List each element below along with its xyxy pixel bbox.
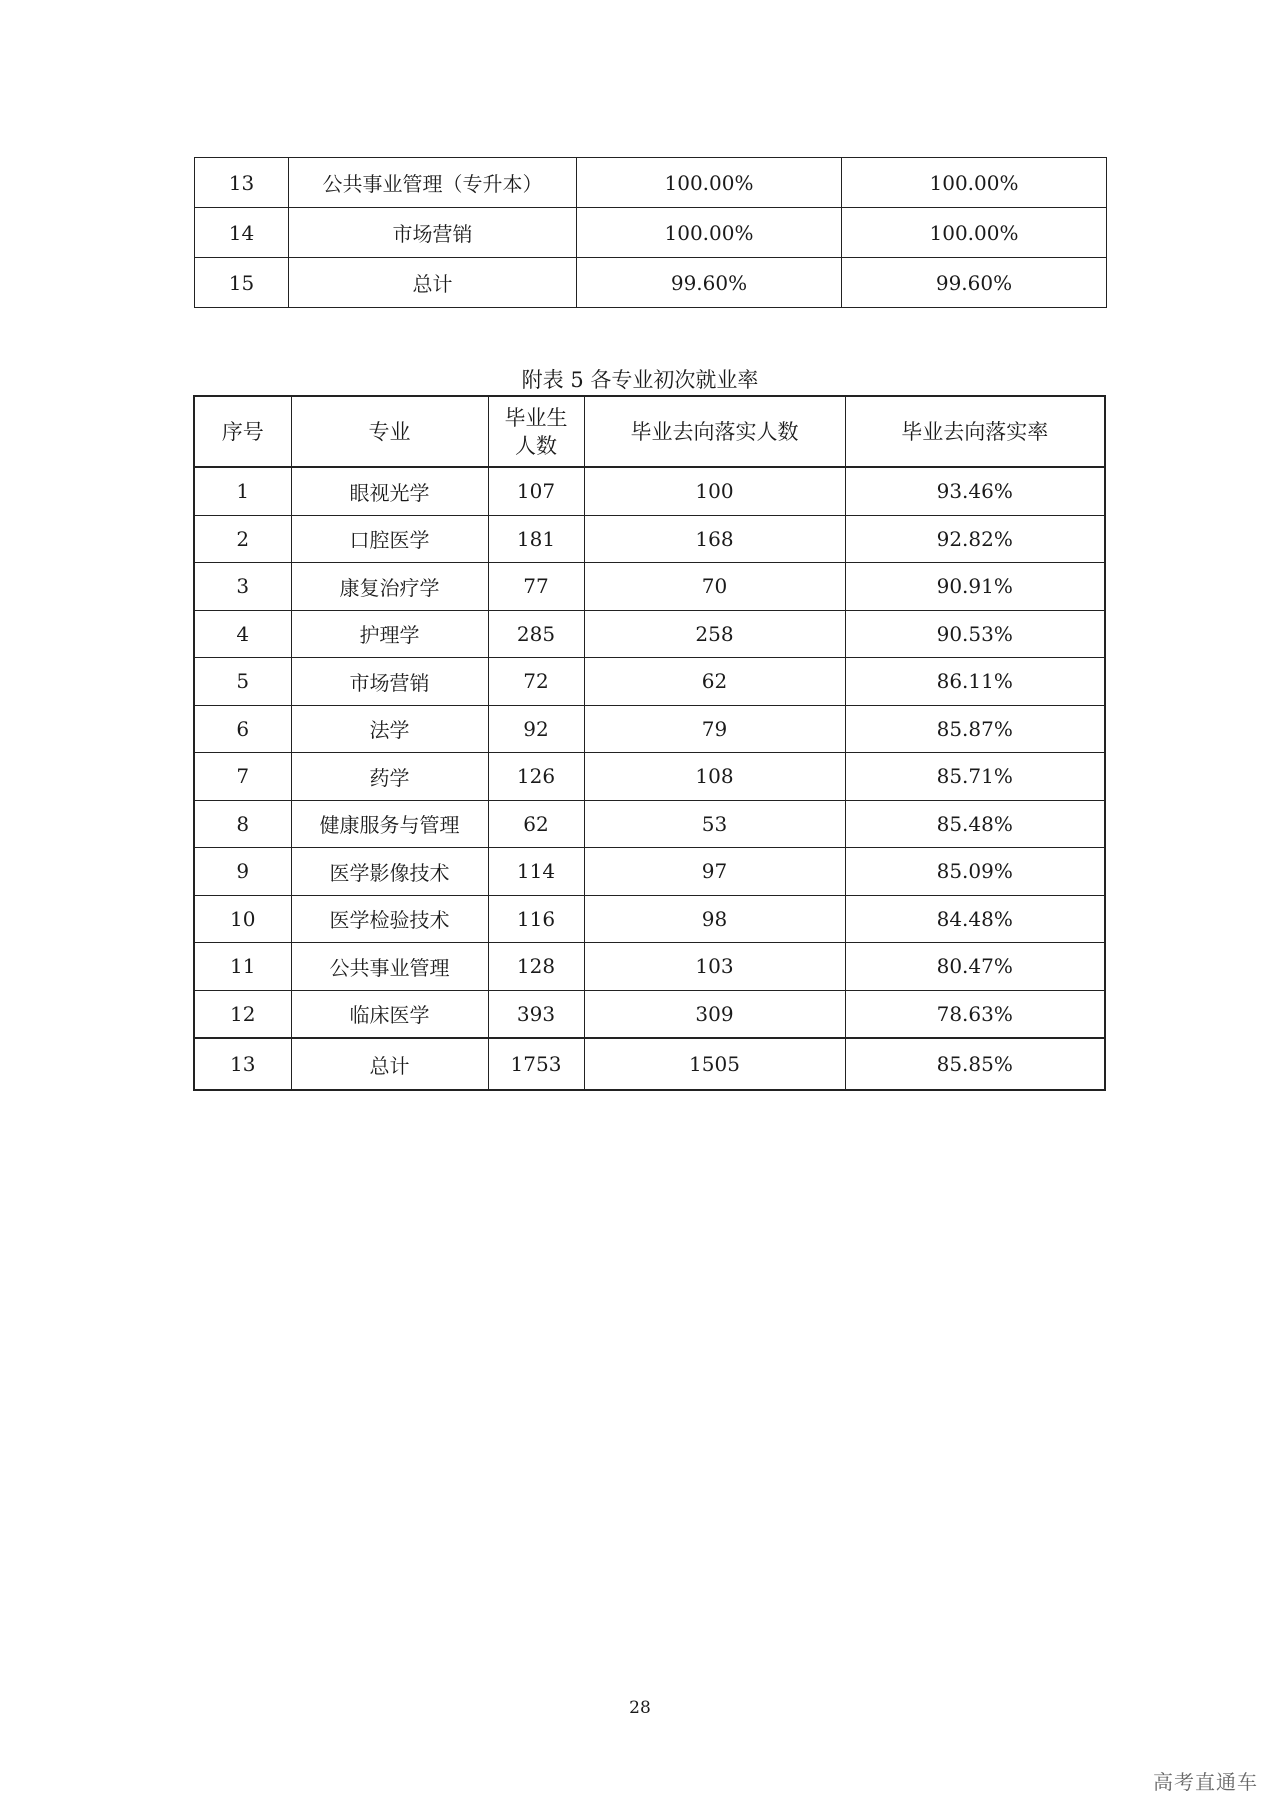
table-cell: 128: [488, 943, 584, 991]
table-cell: 11: [194, 943, 291, 991]
table-cell: 眼视光学: [291, 467, 488, 515]
table-row: [194, 800, 1105, 848]
table-cell: 116: [488, 895, 584, 943]
table-cell: 护理学: [291, 610, 488, 658]
header-index: 序号: [194, 396, 291, 467]
table-cell: 1505: [584, 1038, 845, 1090]
table-cell: 99.60%: [842, 258, 1107, 308]
table-cell: 79: [584, 705, 845, 753]
header-graduates: [488, 396, 584, 467]
table-cell: 100.00%: [577, 208, 842, 258]
table-cell: 92.82%: [845, 515, 1105, 563]
table-row: [194, 705, 1105, 753]
header-placed-count: 毕业去向落实人数: [584, 396, 845, 467]
table-cell: 总计: [289, 258, 577, 308]
table-cell: 12: [194, 990, 291, 1038]
table-row: [194, 943, 1105, 991]
table-header-row: [194, 396, 1105, 467]
table-cell: 14: [195, 208, 289, 258]
table-cell: 114: [488, 848, 584, 896]
table-cell: 康复治疗学: [291, 563, 488, 611]
table-cell: 80.47%: [845, 943, 1105, 991]
major-employment-rate-table: [193, 395, 1106, 1091]
table-cell: 公共事业管理: [291, 943, 488, 991]
table-row: [195, 158, 1107, 208]
table-cell: 99.60%: [577, 258, 842, 308]
table-row: [194, 563, 1105, 611]
table-cell: 103: [584, 943, 845, 991]
table-row: [194, 1038, 1105, 1090]
table-row: [194, 753, 1105, 801]
header-placed-rate: 毕业去向落实率: [845, 396, 1105, 467]
table-cell: 法学: [291, 705, 488, 753]
table-cell: 10: [194, 895, 291, 943]
table-cell: 医学影像技术: [291, 848, 488, 896]
table-cell: 93.46%: [845, 467, 1105, 515]
table-cell: 2: [194, 515, 291, 563]
table-cell: 393: [488, 990, 584, 1038]
table-body: [194, 467, 1105, 1090]
table-cell: 市场营销: [291, 658, 488, 706]
table-row: [194, 515, 1105, 563]
table-cell: 108: [584, 753, 845, 801]
table-cell: 13: [194, 1038, 291, 1090]
table-cell: 85.48%: [845, 800, 1105, 848]
table-cell: 100.00%: [577, 158, 842, 208]
table-row: [194, 895, 1105, 943]
page-number: 28: [629, 1698, 651, 1718]
table-body: [195, 158, 1107, 308]
table-cell: 市场营销: [289, 208, 577, 258]
table-cell: 100: [584, 467, 845, 515]
table-cell: 100.00%: [842, 208, 1107, 258]
table-cell: 6: [194, 705, 291, 753]
table-row: [194, 990, 1105, 1038]
table-row: [194, 848, 1105, 896]
table-cell: 药学: [291, 753, 488, 801]
table-cell: 9: [194, 848, 291, 896]
table-cell: 4: [194, 610, 291, 658]
header-major: 专业: [291, 396, 488, 467]
table-cell: 5: [194, 658, 291, 706]
table-cell: 100.00%: [842, 158, 1107, 208]
table-cell: 126: [488, 753, 584, 801]
table-cell: 90.53%: [845, 610, 1105, 658]
table-cell: 总计: [291, 1038, 488, 1090]
table-cell: 口腔医学: [291, 515, 488, 563]
table-cell: 13: [195, 158, 289, 208]
table-cell: 258: [584, 610, 845, 658]
table-cell: 285: [488, 610, 584, 658]
table-cell: 62: [488, 800, 584, 848]
table-cell: 62: [584, 658, 845, 706]
table-cell: 7: [194, 753, 291, 801]
table-cell: 181: [488, 515, 584, 563]
table-row: [195, 258, 1107, 308]
header-graduates-text: 毕业生人数: [504, 405, 568, 458]
table-cell: 77: [488, 563, 584, 611]
table-cell: 1: [194, 467, 291, 515]
table-cell: 309: [584, 990, 845, 1038]
table-row: [194, 610, 1105, 658]
table-row: [194, 658, 1105, 706]
table-cell: 84.48%: [845, 895, 1105, 943]
table-cell: 92: [488, 705, 584, 753]
table-cell: 168: [584, 515, 845, 563]
table-cell: 78.63%: [845, 990, 1105, 1038]
table-row: [194, 467, 1105, 515]
table-cell: 公共事业管理（专升本）: [289, 158, 577, 208]
watermark: 高考直通车: [1153, 1770, 1258, 1794]
table-cell: 8: [194, 800, 291, 848]
table-row: [195, 208, 1107, 258]
table-cell: 85.71%: [845, 753, 1105, 801]
table-cell: 健康服务与管理: [291, 800, 488, 848]
table-cell: 90.91%: [845, 563, 1105, 611]
table-cell: 85.09%: [845, 848, 1105, 896]
table-cell: 3: [194, 563, 291, 611]
table-cell: 1753: [488, 1038, 584, 1090]
table-cell: 107: [488, 467, 584, 515]
employment-rate-table-continued: [194, 157, 1107, 308]
table-cell: 85.85%: [845, 1038, 1105, 1090]
table-cell: 97: [584, 848, 845, 896]
table-cell: 86.11%: [845, 658, 1105, 706]
table-cell: 72: [488, 658, 584, 706]
table-cell: 15: [195, 258, 289, 308]
table-cell: 70: [584, 563, 845, 611]
table-cell: 临床医学: [291, 990, 488, 1038]
table-caption: 附表 5 各专业初次就业率: [521, 368, 759, 392]
table-cell: 医学检验技术: [291, 895, 488, 943]
table-cell: 53: [584, 800, 845, 848]
table-cell: 85.87%: [845, 705, 1105, 753]
table-cell: 98: [584, 895, 845, 943]
